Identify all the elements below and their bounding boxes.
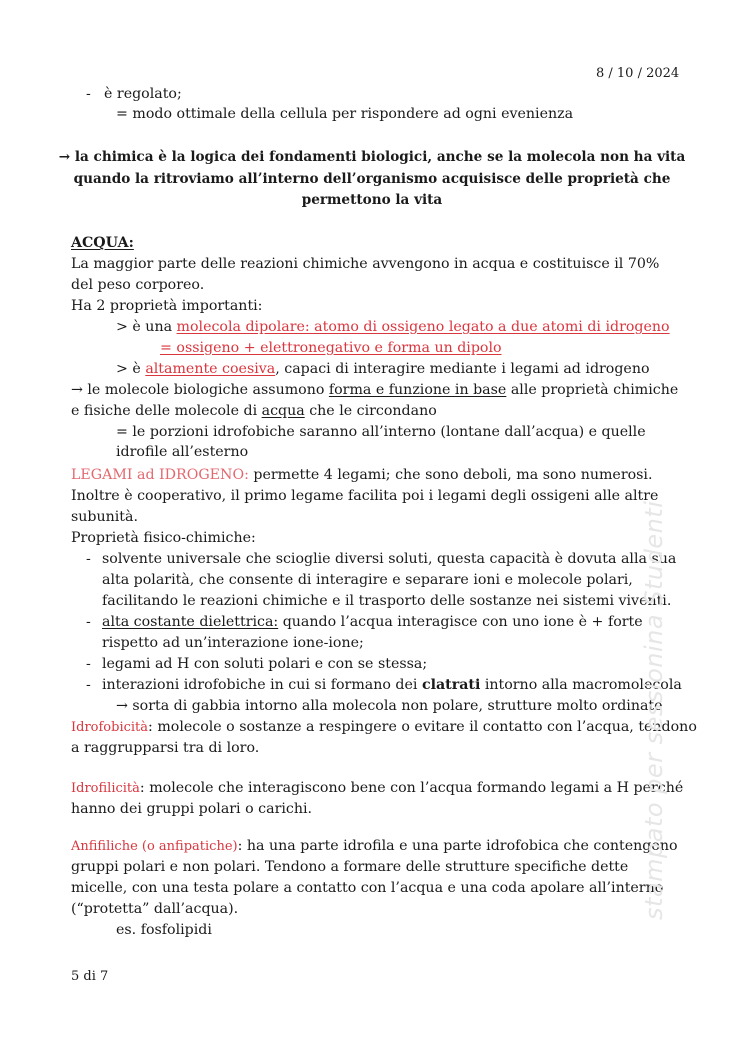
idrofobicita-line1 [71, 717, 697, 738]
fisico-bullet-1-line2: alta polarità, che consente di interagire e separare ioni e molecole polari, [102, 572, 633, 588]
anfifiliche-line3: micelle, con una testa polare a contatto con l’acqua e una coda apolare all’interno [71, 880, 664, 896]
acqua-properties-intro: Ha 2 proprietà importanti: [71, 298, 263, 314]
underlined-text: forma e funzione in base [328, 382, 507, 398]
text-run: → le molecole biologiche assumono [71, 382, 329, 398]
property-highlight: altamente coesiva [145, 361, 276, 377]
text-run: che le circondano [304, 403, 437, 419]
anfifiliche-line2: gruppi polari e non polari. Tendono a formare delle strutture specifiche dette [71, 859, 629, 875]
legami-line1 [71, 465, 652, 485]
property-prefix: > è una [116, 319, 177, 335]
bullet-dash: - [86, 551, 91, 567]
anfifiliche-line4: (“protetta” dall’acqua). [71, 901, 239, 917]
fisico-bullet-3: legami ad H con soluti polari e con se stessa; [102, 656, 428, 672]
idrofilicita-line2: hanno dei gruppi polari o carichi. [71, 801, 313, 817]
text-run: : molecole che interagiscono bene con l’acqua formando legami a H perché [139, 780, 684, 796]
text-run: quando l’acqua interagisce con uno ione è + forte [278, 614, 643, 630]
fisico-bullet-1-line3: facilitando le reazioni chimiche e il trasporto delle sostanze nei sistemi viventi. [102, 593, 672, 609]
biomolecules-line2 [71, 401, 437, 421]
text-run: e fisiche delle molecole di [71, 403, 262, 419]
anfifiliche-example: es. fosfolipidi [116, 922, 212, 938]
page-number: 5 di 7 [71, 969, 109, 984]
text-run: permette 4 legami; che sono deboli, ma sono numerosi. [248, 467, 653, 483]
idrofilicita-line1 [71, 778, 683, 799]
acqua-property-1 [116, 317, 670, 337]
legami-line2: Inoltre è cooperativo, il primo legame facilita poi i legami degli ossigeni alle altre [71, 488, 659, 504]
fisico-title: Proprietà fisico-chimiche: [71, 530, 256, 546]
acqua-property-2 [116, 359, 650, 379]
text-run: : ha una parte idrofila e una parte idrofobica che contengono [237, 838, 678, 854]
text-run: interazioni idrofobiche in cui si formano dei [102, 677, 422, 693]
bullet-dash: - [86, 614, 91, 630]
property-prefix: > è [116, 361, 146, 377]
biomolecules-sub-line1: = le porzioni idrofobiche saranno all’interno (lontane dall’acqua) e quelle [116, 424, 646, 440]
property-rest: , capaci di interagire mediante i legami ad idrogeno [275, 361, 650, 377]
key-statement-line3: permettono la vita [301, 192, 443, 208]
fisico-bullet-4-sub: → sorta di gabbia intorno alla molecola non polare, strutture molto ordinate [116, 698, 663, 714]
acqua-paragraph-line1: La maggior parte delle reazioni chimiche avvengono in acqua e costituisce il 70% [71, 256, 660, 272]
fisico-bullet-1-line1: solvente universale che scioglie diversi soluti, questa capacità è dovuta alla sua [102, 551, 677, 567]
watermark: stampato per sessionina Studenti [640, 500, 668, 920]
biomolecules-sub-line2: idrofile all’esterno [116, 444, 249, 460]
page-date: 8 / 10 / 2024 [596, 66, 680, 81]
key-statement-line1: → la chimica è la logica dei fondamenti biologici, anche se la molecola non ha vita [58, 149, 686, 165]
legami-line3: subunità. [71, 509, 138, 525]
term-label: Idrofobicità [71, 720, 149, 735]
term-label: Anfifiliche (o anfipatiche) [71, 839, 238, 854]
intro-item: è regolato; [104, 86, 182, 102]
biomolecules-line1 [71, 380, 678, 400]
key-statement-line2: quando la ritroviamo all’interno dell’organismo acquisisce delle proprietà che [73, 171, 671, 187]
acqua-paragraph-line2: del peso corporeo. [71, 277, 205, 293]
bold-term: clatrati [421, 677, 481, 693]
anfifiliche-line1 [71, 836, 678, 857]
underlined-text: acqua [261, 403, 305, 419]
term-label: Idrofilicità [71, 781, 140, 796]
bullet-dash: - [86, 656, 91, 672]
fisico-bullet-4 [102, 675, 682, 695]
underlined-text: alta costante dielettrica: [102, 614, 279, 630]
idrofobicita-line2: a raggrupparsi tra di loro. [71, 740, 260, 756]
acqua-property-1-sub: = ossigeno + elettronegativo e forma un dipolo [160, 340, 502, 356]
fisico-bullet-2-line1 [102, 612, 643, 632]
bullet-dash: - [86, 677, 91, 693]
fisico-bullet-2-line2: rispetto ad un’interazione ione-ione; [102, 635, 364, 651]
bullet-dash: - [86, 86, 91, 102]
text-run: : molecole o sostanze a respingere o evitare il contatto con l’acqua, tendono [148, 719, 697, 735]
legami-label: LEGAMI ad IDROGENO: [71, 467, 249, 483]
text-run: alle proprietà chimiche [506, 382, 679, 398]
section-heading-acqua: ACQUA: [71, 235, 134, 251]
property-highlight: molecola dipolare: atomo di ossigeno legato a due atomi di idrogeno [176, 319, 670, 335]
text-run: intorno alla macromolecola [480, 677, 682, 693]
intro-item-sub: = modo ottimale della cellula per rispondere ad ogni evenienza [116, 106, 574, 122]
